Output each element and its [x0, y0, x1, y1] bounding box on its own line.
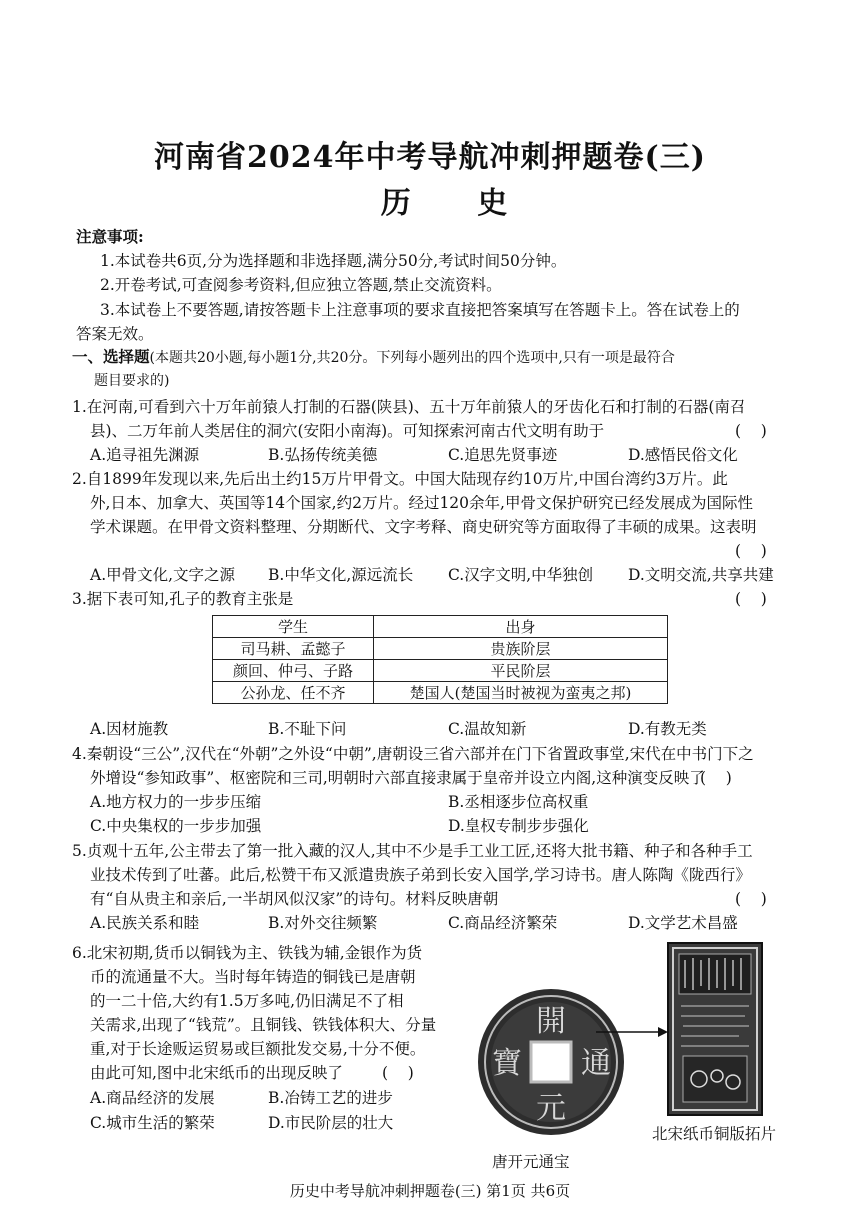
q4-option-d: D.皇权专制步步强化 [448, 817, 589, 835]
table-cell: 公孙龙、任不齐 [213, 682, 374, 704]
question-5-line: 有“自从贵主和亲后,一半胡风似汉家”的诗句。材料反映唐朝 [90, 890, 499, 908]
q4-option-a: A.地方权力的一步步压缩 [90, 793, 262, 811]
banknote-pattern-icon [669, 944, 761, 1114]
question-5-line: 业技术传到了吐蕃。此后,松赞干布又派遣贵族子弟到长安入国学,学习诗书。唐人陈陶《陇西行》 [90, 866, 751, 884]
table-row [213, 660, 668, 682]
arrow-icon [596, 1025, 668, 1039]
table-row [213, 682, 668, 704]
question-3-line: 3.据下表可知,孔子的教育主张是 [72, 590, 294, 608]
q3-option-a: A.因材施教 [90, 720, 169, 738]
answer-bracket: ( ) [735, 542, 767, 560]
question-6-line: 6.北宋初期,货币以铜钱为主、铁钱为辅,金银作为货 [72, 944, 423, 962]
table-header: 出身 [374, 616, 668, 638]
song-banknote-rubbing-image [667, 942, 763, 1116]
answer-bracket: ( ) [735, 590, 767, 608]
section-title: 一、选择题 [72, 347, 150, 366]
page-footer: 历史中考导航冲刺押题卷(三) 第1页 共6页 [289, 1182, 571, 1200]
q2-option-b: B.中华文化,源远流长 [268, 566, 414, 584]
coin-char-bottom: 元 [536, 1091, 566, 1126]
answer-bracket: ( ) [700, 769, 732, 787]
coin-caption: 唐开元通宝 [492, 1153, 570, 1171]
q3-option-b: B.不耻下问 [268, 720, 347, 738]
table-row [213, 638, 668, 660]
q5-option-c: C.商品经济繁荣 [448, 914, 558, 932]
q2-option-c: C.汉字文明,中华独创 [448, 566, 594, 584]
notice-heading: 注意事项: [76, 227, 144, 246]
section-heading [72, 346, 675, 369]
table-cell: 楚国人(楚国当时被视为蛮夷之邦) [374, 682, 668, 704]
question-2-line: 学术课题。在甲骨文资料整理、分期断代、文字考释、商史研究等方面取得了丰硕的成果。这表明 [90, 518, 757, 536]
table-cell: 司马耕、孟懿子 [213, 638, 374, 660]
banknote-caption: 北宋纸币铜版拓片 [652, 1125, 777, 1143]
kaiyuan-coin-image [476, 987, 626, 1137]
question-4-line: 外增设“参知政事”、枢密院和三司,明朝时六部直接隶属于皇帝并设立内阁,这种演变反映了 [90, 769, 705, 787]
question-1-line: 县)、二万年前人类居住的洞穴(安阳小南海)。可知探索河南古代文明有助于 [90, 422, 605, 440]
question-2-line: 外,日本、加拿大、英国等14个国家,约2万片。经过120余年,甲骨文保护研究已经发展成为国际性 [90, 494, 753, 512]
answer-bracket: ( ) [382, 1064, 414, 1082]
question-6-line: 关需求,出现了“钱荒”。且铜钱、铁钱体积大、分量 [90, 1016, 437, 1034]
q3-option-d: D.有教无类 [628, 720, 707, 738]
question-5-line: 5.贞观十五年,公主带去了第一批入藏的汉人,其中不少是手工业工匠,还将大批书籍、种子和各种手工 [72, 842, 753, 860]
q2-option-d: D.文明交流,共享共建 [628, 566, 774, 584]
answer-bracket: ( ) [735, 890, 767, 908]
question-1-line: 1.在河南,可看到六十万年前猿人打制的石器(陕县)、五十万年前猿人的牙齿化石和打制的石器(南召 [72, 398, 746, 416]
q6-option-c: C.城市生活的繁荣 [90, 1114, 215, 1132]
q1-option-a: A.追寻祖先渊源 [90, 446, 200, 464]
q4-option-b: B.丞相逐步位高权重 [448, 793, 589, 811]
table-header: 学生 [213, 616, 374, 638]
question-6-line: 由此可知,图中北宋纸币的出现反映了 [90, 1064, 343, 1082]
section-desc-cont: 题目要求的) [94, 373, 170, 389]
q3-option-c: C.温故知新 [448, 720, 527, 738]
q6-option-a: A.商品经济的发展 [90, 1089, 215, 1107]
question-4-line: 4.秦朝设“三公”,汉代在“外朝”之外设“中朝”,唐朝设三省六部并在门下省置政事堂,宋代在中书门下之 [72, 745, 754, 763]
question-6-line: 的一二十倍,大约有1.5万多吨,仍旧满足不了相 [90, 992, 404, 1010]
table-header-row [213, 616, 668, 638]
q2-option-a: A.甲骨文化,文字之源 [90, 566, 236, 584]
q5-option-b: B.对外交往频繁 [268, 914, 378, 932]
coin-char-left: 寶 [492, 1046, 522, 1081]
student-origin-table [212, 615, 668, 704]
q4-option-c: C.中央集权的一步步加强 [90, 817, 262, 835]
question-2-line: 2.自1899年发现以来,先后出土约15万片甲骨文。中国大陆现存约10万片,中国台湾约3万片。此 [72, 470, 728, 488]
q1-option-c: C.追思先贤事迹 [448, 446, 558, 464]
coin-char-top: 開 [536, 1004, 566, 1039]
section-desc: (本题共20小题,每小题1分,共20分。下列每小题列出的四个选项中,只有一项是最符合 [149, 350, 675, 366]
coin-char-right: 通 [581, 1046, 611, 1081]
subject-title: 历 史 [380, 186, 536, 221]
question-6-line: 币的流通量不大。当时每年铸造的铜钱已是唐朝 [90, 968, 416, 986]
q6-option-d: D.市民阶层的壮大 [268, 1114, 394, 1132]
notice-item: 2.开卷考试,可查阅参考资料,但应独立答题,禁止交流资料。 [100, 276, 502, 294]
table-cell: 贵族阶层 [374, 638, 668, 660]
question-6-line: 重,对于长途贩运贸易或巨额批发交易,十分不便。 [90, 1040, 426, 1058]
coin-icon [476, 987, 626, 1137]
q1-option-b: B.弘扬传统美德 [268, 446, 378, 464]
exam-title: 河南省2024年中考导航冲刺押题卷(三) [154, 140, 706, 175]
table-cell: 颜回、仲弓、子路 [213, 660, 374, 682]
q5-option-d: D.文学艺术昌盛 [628, 914, 738, 932]
table-cell: 平民阶层 [374, 660, 668, 682]
q5-option-a: A.民族关系和睦 [90, 914, 200, 932]
notice-item: 3.本试卷上不要答题,请按答题卡上注意事项的要求直接把答案填写在答题卡上。答在试卷上的 [100, 301, 740, 319]
notice-item: 答案无效。 [76, 325, 154, 343]
answer-bracket: ( ) [735, 422, 767, 440]
q6-option-b: B.冶铸工艺的进步 [268, 1089, 393, 1107]
notice-item: 1.本试卷共6页,分为选择题和非选择题,满分50分,考试时间50分钟。 [100, 252, 567, 270]
q1-option-d: D.感悟民俗文化 [628, 446, 738, 464]
